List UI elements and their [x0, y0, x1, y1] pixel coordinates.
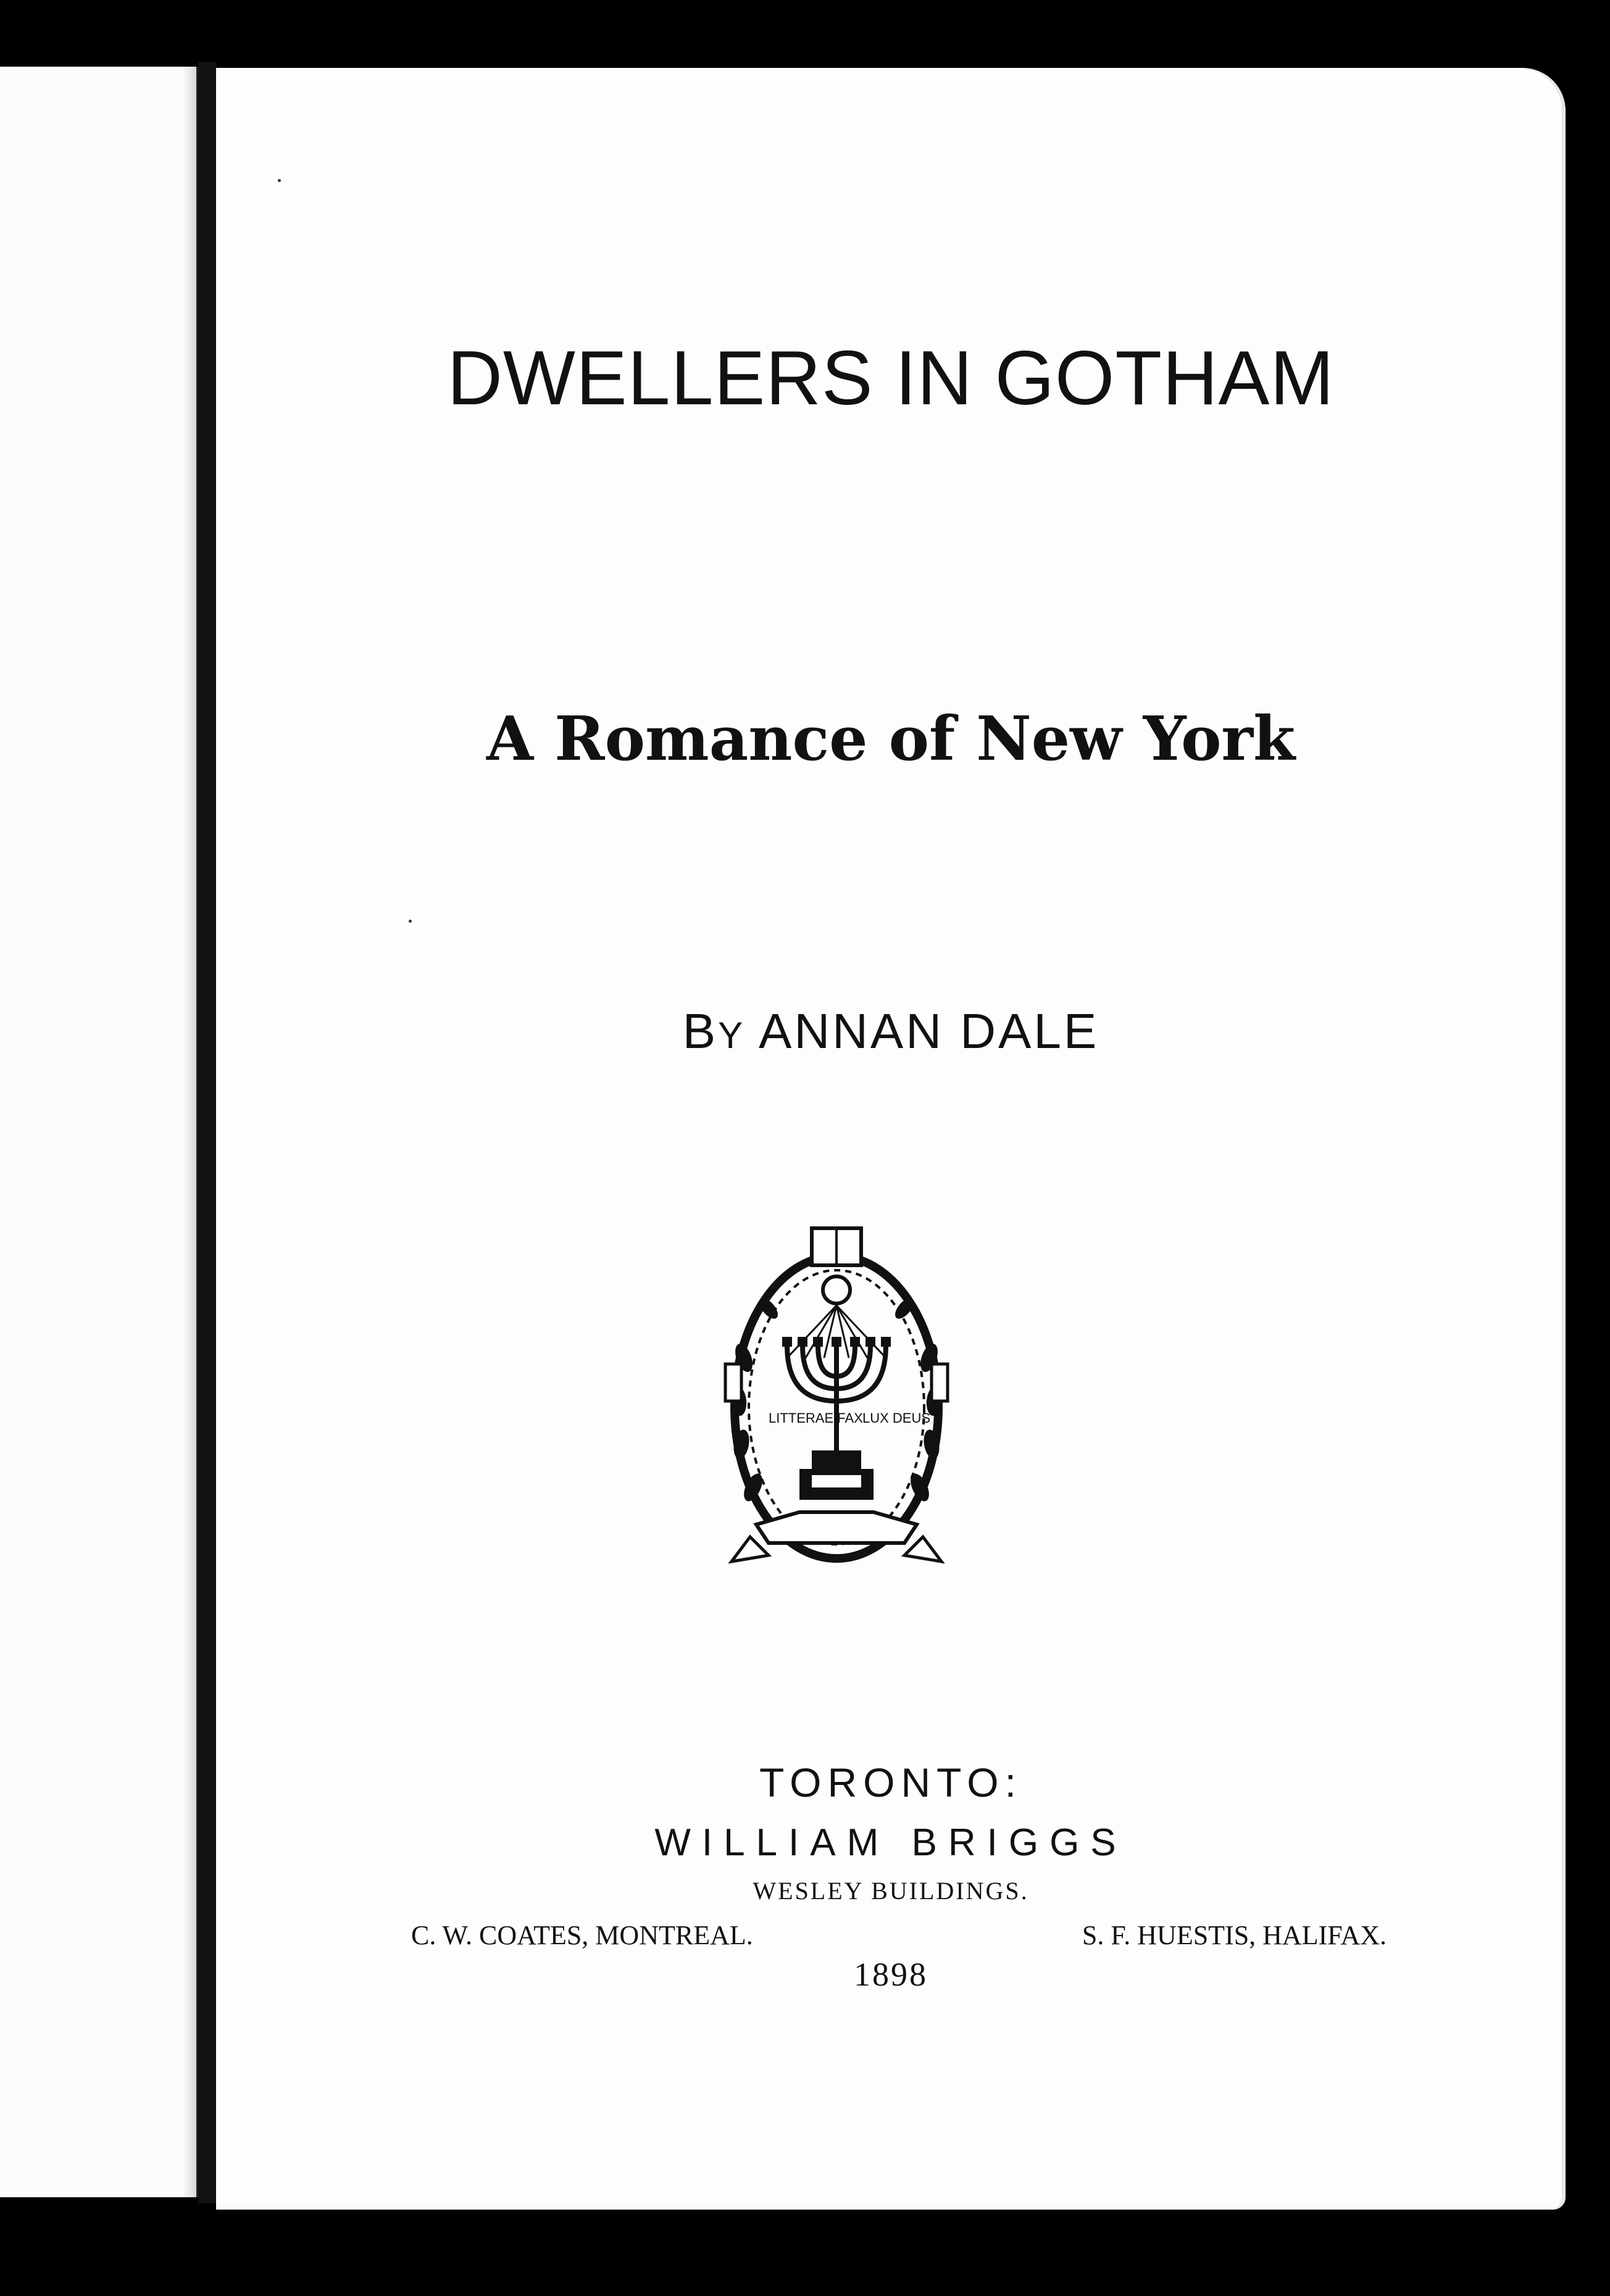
distributor-montreal: C. W. COATES, MONTREAL. — [411, 1920, 753, 1950]
publisher-address: WESLEY BUILDINGS. — [753, 1877, 1029, 1905]
book-subtitle: A Romance of New York — [486, 704, 1295, 775]
title-page-content — [216, 68, 1566, 2210]
distributor-halifax: S. F. HUESTIS, HALIFAX. — [1082, 1920, 1387, 1950]
gutter-shadow — [183, 67, 196, 2197]
publication-place: TORONTO: — [759, 1760, 1022, 1805]
seal-motto-left: LITTERAE FAX — [769, 1410, 863, 1426]
author-prefix-initial: B — [682, 1004, 719, 1059]
seal-motto-right: LUX DEUS — [862, 1410, 931, 1426]
author-line — [216, 1003, 1566, 1060]
book-title: DWELLERS IN GOTHAM — [447, 336, 1335, 421]
book-spine-gap — [198, 62, 217, 2203]
publisher-seal-icon — [719, 1216, 954, 1599]
paper-speck — [278, 179, 281, 182]
distributors-line — [411, 1920, 1387, 1951]
author-name: ANNAN DALE — [758, 1004, 1099, 1059]
publication-year: 1898 — [854, 1956, 928, 1993]
title-page — [216, 68, 1566, 2210]
publisher-name: WILLIAM BRIGGS — [654, 1821, 1127, 1864]
author-prefix-rest: Y — [718, 1015, 746, 1056]
paper-speck — [409, 920, 412, 923]
facing-blank-page — [0, 67, 198, 2197]
